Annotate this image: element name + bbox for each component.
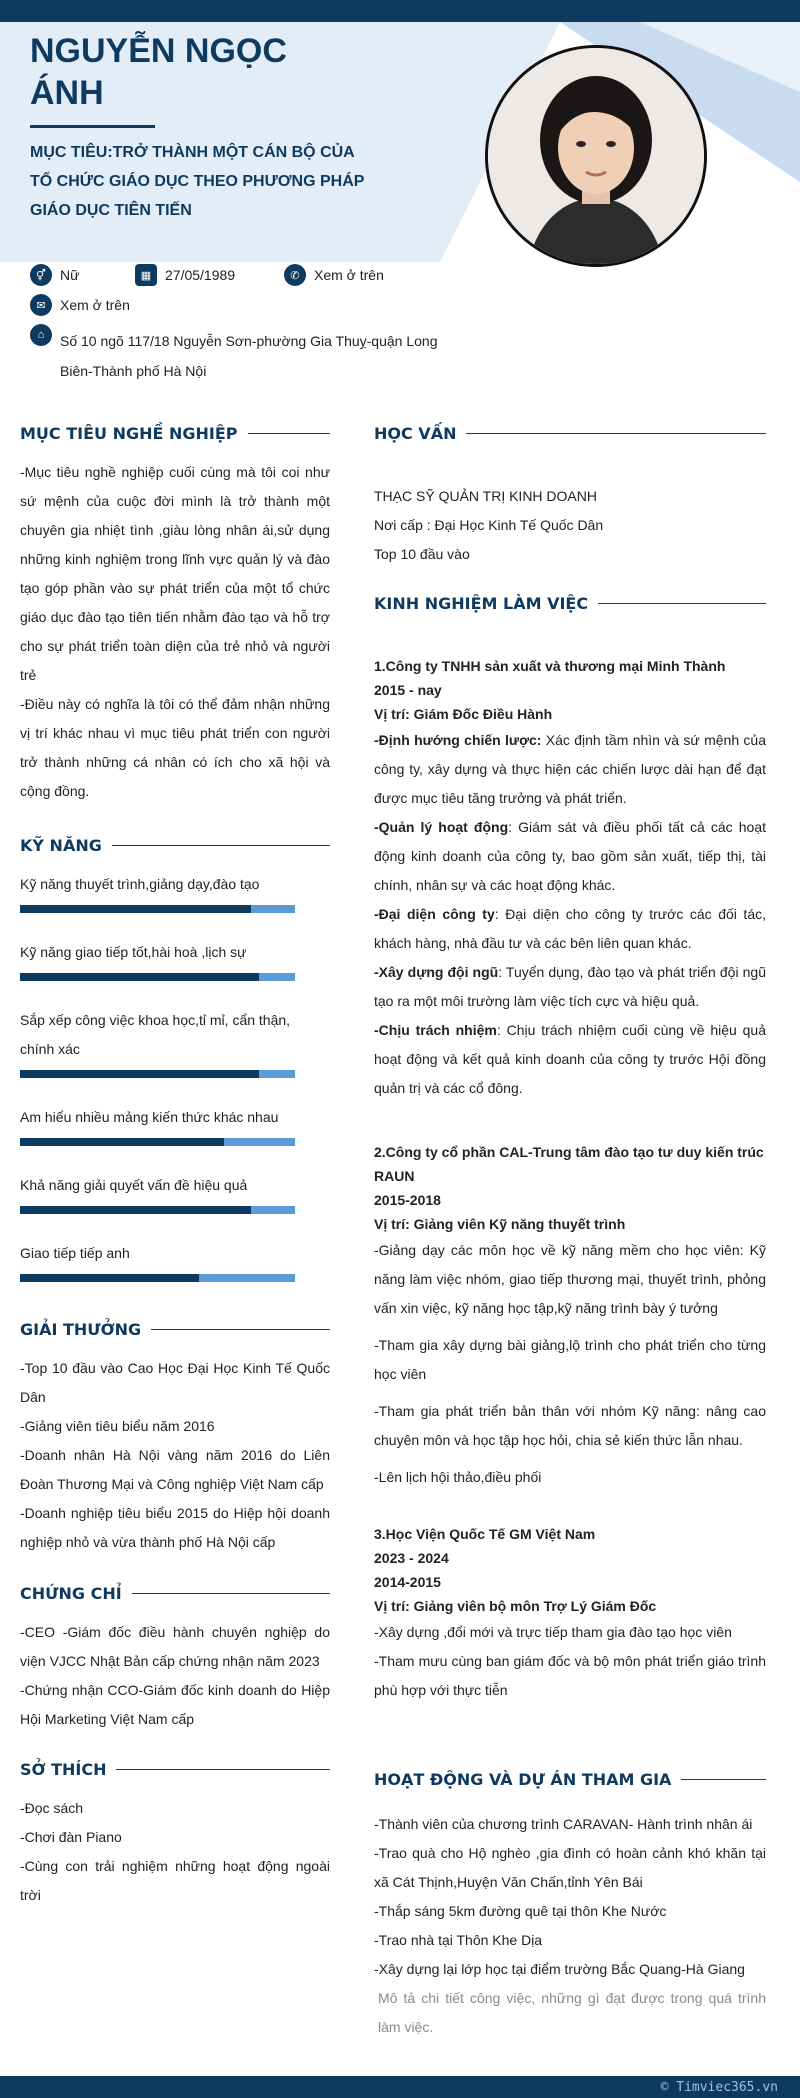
skill-item: [20, 938, 295, 981]
footer-bar: [0, 2076, 800, 2098]
skills-title: KỸ NĂNG: [20, 836, 102, 855]
job-company: 1.Công ty TNHH sản xuất và thương mại Minh Thành: [374, 658, 726, 674]
education-school: Nơi cấp : Đại Học Kinh Tế Quốc Dân: [374, 517, 604, 533]
skill-item: [20, 1006, 295, 1078]
activity-item: -Xây dựng lại lớp học tại điểm trường Bắc Quang-Hà Giang: [374, 1961, 745, 1977]
career-goal-body: [20, 458, 330, 806]
award-item: -Top 10 đầu vào Cao Học Đại Học Kinh Tế Quốc Dân: [20, 1360, 330, 1405]
job-duty: -Đại diện công ty: Đại diện cho công ty trước các đối tác, khách hàng, nhà đầu tư và các bên liên quan khác.: [374, 906, 766, 951]
job-line: -Tham mưu cùng ban giám đốc và bộ môn phát triển giáo trình phù hợp với thực tiễn: [374, 1653, 766, 1698]
certificate-item: -CEO -Giám đốc điều hành chuyên nghiệp do viện VJCC Nhật Bản cấp chứng nhận năm 2023: [20, 1624, 330, 1669]
contact-gender: [30, 264, 79, 286]
email-icon: ✉: [30, 294, 52, 316]
activities-list: [374, 1810, 766, 2042]
address-value: Số 10 ngõ 117/18 Nguyễn Sơn-phường Gia Thuỵ-quận Long Biên-Thành phố Hà Nội: [60, 333, 438, 379]
footer-brand: © Timviec365.vn: [660, 2080, 778, 2095]
candidate-name: NGUYỄN NGỌC ÁNH: [30, 32, 287, 112]
section-experience: [374, 594, 766, 613]
job-line: -Tham gia phát triển bản thân với nhóm Kỹ năng: nâng cao chuyên môn và học tập học hỏi, chia sẻ kiến thức lẫn nhau.: [374, 1403, 766, 1448]
hobby-item: -Đọc sách: [20, 1800, 84, 1816]
skill-label: Khả năng giải quyết vấn đề hiệu quả: [20, 1177, 248, 1193]
top-bar: [0, 0, 800, 22]
award-item: -Doanh nghiệp tiêu biểu 2015 do Hiệp hội doanh nghiệp nhỏ và vừa thành phố Hà Nội cấp: [20, 1505, 330, 1550]
job-position: Vị trí: Giám Đốc Điều Hành: [374, 706, 553, 722]
section-education: [374, 424, 766, 443]
job-period: 2023 - 2024: [374, 1550, 449, 1566]
job-line: -Lên lịch hội thảo,điều phối: [374, 1469, 542, 1485]
skill-item: [20, 1171, 295, 1214]
contact-email: [30, 294, 130, 316]
activity-item: -Trao quà cho Hộ nghèo ,gia đình có hoàn cảnh khó khăn tại xã Cát Thịnh,Huyện Văn Chấn,tỉnh Yên Bái: [374, 1845, 766, 1890]
email-value: Xem ở trên: [60, 297, 130, 313]
skill-label: Sắp xếp công việc khoa học,tỉ mỉ, cẩn thận, chính xác: [20, 1012, 291, 1057]
award-item: -Giảng viên tiêu biểu năm 2016: [20, 1418, 215, 1434]
awards-list: [20, 1354, 330, 1557]
job-position: Vị trí: Giảng viên Kỹ năng thuyết trình: [374, 1216, 626, 1232]
calendar-icon: ▦: [135, 264, 157, 286]
skill-bar: [20, 905, 295, 913]
skill-label: Kỹ năng giao tiếp tốt,hài hoà ,lịch sự: [20, 944, 247, 960]
skill-label: Am hiểu nhiều mảng kiến thức khác nhau: [20, 1109, 279, 1125]
section-awards: [20, 1320, 330, 1339]
skill-item: [20, 1103, 295, 1146]
profile-photo: [485, 45, 707, 267]
activity-item: -Thắp sáng 5km đường quê tại thôn Khe Nước: [374, 1903, 667, 1919]
name-underline: [30, 125, 155, 128]
activity-item: -Thành viên của chương trình CARAVAN- Hành trình nhân ái: [374, 1816, 753, 1832]
job-line: -Giảng dạy các môn học về kỹ năng mềm cho học viên: Kỹ năng làm việc nhóm, giao tiếp thương mại, thuyết trình, phỏng vấn xin việc, kỹ năng học tập,kỹ năng trình bày ý tưởng: [374, 1242, 766, 1316]
contact-phone: [284, 264, 384, 286]
career-goal-p1: -Mục tiêu nghề nghiệp cuối cùng mà tôi coi như sứ mệnh của cuộc đời mình là trở thành một chuyên gia nhiệt tình ,giàu lòng nhân ái,sử dụng những kinh nghiệm trong lĩnh vực quản lý và đào tạo góp phần vào sự phát triển của một tổ chức giáo dục đào tạo tiên tiến nhằm đào tạo và hỗ trợ cho sự phát triển toàn diện của trẻ nhỏ và người trẻ: [20, 464, 330, 683]
section-hobbies: [20, 1760, 330, 1779]
job-3: [374, 1522, 766, 1705]
certificates-list: [20, 1618, 330, 1734]
contact-address-icon-row: [30, 324, 60, 346]
section-activities: [374, 1770, 766, 1789]
career-goal-p2: -Điều này có nghĩa là tôi có thể đảm nhận những vị trí khác nhau vì mục tiêu phát triển con người trở thành những cá nhân có ích cho xã hội và cộng đồng.: [20, 696, 330, 799]
phone-icon: ✆: [284, 264, 306, 286]
job-duty: -Quản lý hoạt động: Giám sát và điều phối tất cả các hoạt động kinh doanh của công ty, bao gồm sản xuất, tiếp thị, tài chính, nhân sự và các hoạt động khác.: [374, 819, 766, 893]
gender-value: Nữ: [60, 267, 80, 283]
job-period: 2015-2018: [374, 1192, 441, 1208]
certificates-title: CHỨNG CHỈ: [20, 1584, 122, 1603]
career-goal-title: MỤC TIÊU NGHỀ NGHIỆP: [20, 424, 238, 443]
hobbies-list: [20, 1794, 330, 1910]
skill-bar: [20, 1070, 295, 1078]
job-duty: -Xây dựng đội ngũ: Tuyển dụng, đào tạo và phát triển đội ngũ tạo ra một môi trường làm việc tích cực và hiệu quả.: [374, 964, 766, 1009]
skill-item: [20, 870, 295, 913]
experience-title: KINH NGHIỆM LÀM VIỆC: [374, 594, 589, 613]
job-duty: -Định hướng chiến lược: Xác định tầm nhìn và sứ mệnh của công ty, xây dựng và thực hiện các chiến lược dài hạn để đạt được mục tiêu tăng trưởng và phát triển.: [374, 732, 766, 806]
skill-label: Kỹ năng thuyết trình,giảng dạy,đào tạo: [20, 876, 260, 892]
skill-bar: [20, 973, 295, 981]
job-company: 2.Công ty cổ phần CAL-Trung tâm đào tạo tư duy kiến trúc RAUN: [374, 1144, 764, 1184]
gender-icon: ⚥: [30, 264, 52, 286]
home-icon: ⌂: [30, 324, 52, 346]
job-company: 3.Học Viện Quốc Tế GM Việt Nam: [374, 1526, 596, 1542]
job-duty: -Chịu trách nhiệm: Chịu trách nhiệm cuối cùng về hiệu quả hoạt động và kết quả kinh doanh của công ty trước Hội đồng quản trị và các cổ đông.: [374, 1022, 766, 1096]
skill-bar: [20, 1206, 295, 1214]
section-certificates: [20, 1584, 330, 1603]
activities-title: HOẠT ĐỘNG VÀ DỰ ÁN THAM GIA: [374, 1770, 672, 1789]
job-period: 2015 - nay: [374, 682, 442, 698]
education-note: Top 10 đầu vào: [374, 546, 470, 562]
contact-birthday: [135, 264, 235, 286]
certificate-item: -Chứng nhận CCO-Giám đốc kinh doanh do Hiệp Hội Marketing Việt Nam cấp: [20, 1682, 330, 1727]
awards-title: GIẢI THƯỞNG: [20, 1320, 142, 1339]
section-skills: [20, 836, 330, 855]
birthday-value: 27/05/1989: [165, 267, 236, 283]
job-1: [374, 654, 766, 1103]
activities-placeholder: Mô tả chi tiết công việc, những gì đạt được trong quá trình làm việc.: [378, 1990, 766, 2035]
phone-value: Xem ở trên: [314, 267, 384, 283]
education-degree: THẠC SỸ QUẢN TRỊ KINH DOANH: [374, 488, 597, 504]
job-position: Vị trí: Giảng viên bộ môn Trợ Lý Giám Đốc: [374, 1598, 657, 1614]
award-item: -Doanh nhân Hà Nội vàng năm 2016 do Liên Đoàn Thương Mại và Công nghiệp Việt Nam cấp: [20, 1447, 330, 1492]
job-period: 2014-2015: [374, 1574, 441, 1590]
hobbies-title: SỞ THÍCH: [20, 1760, 107, 1779]
education-body: [374, 482, 766, 569]
header-objective: MỤC TIÊU:TRỞ THÀNH MỘT CÁN BỘ CỦA TỔ CHỨC GIÁO DỤC THEO PHƯƠNG PHÁP GIÁO DỤC TIÊN TIẾN: [30, 144, 365, 219]
job-line: -Xây dựng ,đổi mới và trực tiếp tham gia đào tạo học viên: [374, 1624, 732, 1640]
skill-bar: [20, 1274, 295, 1282]
skill-item: [20, 1239, 295, 1282]
hobby-item: -Cùng con trải nghiệm những hoạt động ngoài trời: [20, 1858, 330, 1903]
skill-bar: [20, 1138, 295, 1146]
skill-label: Giao tiếp tiếp anh: [20, 1245, 130, 1261]
activity-item: -Trao nhà tại Thôn Khe Dịa: [374, 1932, 543, 1948]
job-2: [374, 1140, 766, 1492]
section-career-goal: [20, 424, 330, 443]
hobby-item: -Chơi đàn Piano: [20, 1829, 122, 1845]
education-title: HỌC VẤN: [374, 424, 457, 443]
job-line: -Tham gia xây dựng bài giảng,lộ trình cho phát triển cho từng học viên: [374, 1337, 766, 1382]
